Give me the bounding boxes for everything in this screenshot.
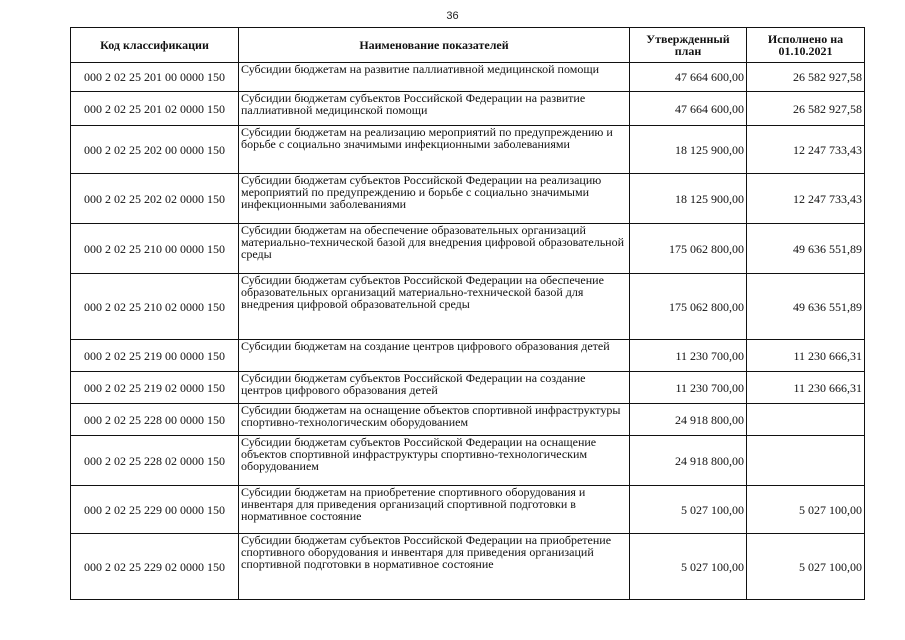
row-code: 000 2 02 25 228 02 0000 150 bbox=[71, 436, 239, 486]
row-code: 000 2 02 25 201 02 0000 150 bbox=[71, 92, 239, 126]
row-plan: 18 125 900,00 bbox=[630, 126, 747, 174]
row-plan: 24 918 800,00 bbox=[630, 436, 747, 486]
row-done: 12 247 733,43 bbox=[747, 126, 865, 174]
row-code: 000 2 02 25 229 00 0000 150 bbox=[71, 486, 239, 534]
header-plan-line1: Утвержденный bbox=[646, 32, 730, 46]
row-code: 000 2 02 25 210 00 0000 150 bbox=[71, 224, 239, 274]
row-name: Субсидии бюджетам на создание центров цифрового образования детей bbox=[239, 340, 630, 372]
row-code: 000 2 02 25 201 00 0000 150 bbox=[71, 63, 239, 92]
row-done bbox=[747, 404, 865, 436]
row-done: 11 230 666,31 bbox=[747, 340, 865, 372]
row-done bbox=[747, 436, 865, 486]
table-row bbox=[71, 224, 865, 274]
row-name: Субсидии бюджетам субъектов Российской Федерации на приобретение спортивного оборудования и инвентаря для приведения организаций спортивной подготовки в нормативное состояние bbox=[239, 534, 630, 600]
row-plan: 5 027 100,00 bbox=[630, 534, 747, 600]
table-row bbox=[71, 436, 865, 486]
budget-table bbox=[70, 27, 865, 600]
row-code: 000 2 02 25 228 00 0000 150 bbox=[71, 404, 239, 436]
row-plan: 18 125 900,00 bbox=[630, 174, 747, 224]
row-done: 11 230 666,31 bbox=[747, 372, 865, 404]
header-code: Код классификации bbox=[71, 28, 239, 63]
row-code: 000 2 02 25 210 02 0000 150 bbox=[71, 274, 239, 340]
row-done: 5 027 100,00 bbox=[747, 534, 865, 600]
row-name: Субсидии бюджетам субъектов Российской Федерации на создание центров цифрового образования детей bbox=[239, 372, 630, 404]
table-header-row bbox=[71, 28, 865, 63]
row-name: Субсидии бюджетам субъектов Российской Федерации на развитие паллиативной медицинской помощи bbox=[239, 92, 630, 126]
row-name: Субсидии бюджетам на реализацию мероприятий по предупреждению и борьбе с социально значимыми инфекционными заболеваниями bbox=[239, 126, 630, 174]
row-done: 49 636 551,89 bbox=[747, 274, 865, 340]
header-plan-line2: план bbox=[674, 44, 702, 58]
row-name: Субсидии бюджетам на приобретение спортивного оборудования и инвентаря для приведения организаций спортивной подготовки в нормативное состояние bbox=[239, 486, 630, 534]
table-row bbox=[71, 274, 865, 340]
row-plan: 5 027 100,00 bbox=[630, 486, 747, 534]
row-name: Субсидии бюджетам на развитие паллиативной медицинской помощи bbox=[239, 63, 630, 92]
row-done: 26 582 927,58 bbox=[747, 92, 865, 126]
table-row bbox=[71, 340, 865, 372]
table-row bbox=[71, 92, 865, 126]
row-name: Субсидии бюджетам субъектов Российской Федерации на оснащение объектов спортивной инфраструктуры спортивно-технологическим оборудованием bbox=[239, 436, 630, 486]
table-row bbox=[71, 63, 865, 92]
row-name: Субсидии бюджетам субъектов Российской Федерации на реализацию мероприятий по предупреждению и борьбе с социально значимыми инфекционными заболеваниями bbox=[239, 174, 630, 224]
row-code: 000 2 02 25 202 00 0000 150 bbox=[71, 126, 239, 174]
row-plan: 11 230 700,00 bbox=[630, 372, 747, 404]
table-row bbox=[71, 126, 865, 174]
row-code: 000 2 02 25 202 02 0000 150 bbox=[71, 174, 239, 224]
row-done: 26 582 927,58 bbox=[747, 63, 865, 92]
row-plan: 11 230 700,00 bbox=[630, 340, 747, 372]
row-code: 000 2 02 25 229 02 0000 150 bbox=[71, 534, 239, 600]
row-done: 5 027 100,00 bbox=[747, 486, 865, 534]
row-name: Субсидии бюджетам на оснащение объектов спортивной инфраструктуры спортивно-технологическим оборудованием bbox=[239, 404, 630, 436]
header-name: Наименование показателей bbox=[239, 28, 630, 63]
row-plan: 47 664 600,00 bbox=[630, 92, 747, 126]
table-row bbox=[71, 486, 865, 534]
row-plan: 47 664 600,00 bbox=[630, 63, 747, 92]
header-done-line2: 01.10.2021 bbox=[778, 44, 833, 58]
table-row bbox=[71, 174, 865, 224]
table-row bbox=[71, 372, 865, 404]
row-done: 49 636 551,89 bbox=[747, 224, 865, 274]
row-plan: 24 918 800,00 bbox=[630, 404, 747, 436]
header-plan bbox=[630, 28, 747, 63]
row-plan: 175 062 800,00 bbox=[630, 274, 747, 340]
row-name: Субсидии бюджетам на обеспечение образовательных организаций материально-технической базой для внедрения цифровой образовательной среды bbox=[239, 224, 630, 274]
row-name: Субсидии бюджетам субъектов Российской Федерации на обеспечение образовательных организаций материально-технической базой для внедрения цифровой образовательной среды bbox=[239, 274, 630, 340]
row-code: 000 2 02 25 219 00 0000 150 bbox=[71, 340, 239, 372]
row-done: 12 247 733,43 bbox=[747, 174, 865, 224]
header-done-line1: Исполнено на bbox=[767, 32, 844, 46]
table-row bbox=[71, 534, 865, 600]
page-number: 36 bbox=[446, 10, 459, 22]
header-done bbox=[747, 28, 865, 63]
table-row bbox=[71, 404, 865, 436]
row-code: 000 2 02 25 219 02 0000 150 bbox=[71, 372, 239, 404]
row-plan: 175 062 800,00 bbox=[630, 224, 747, 274]
